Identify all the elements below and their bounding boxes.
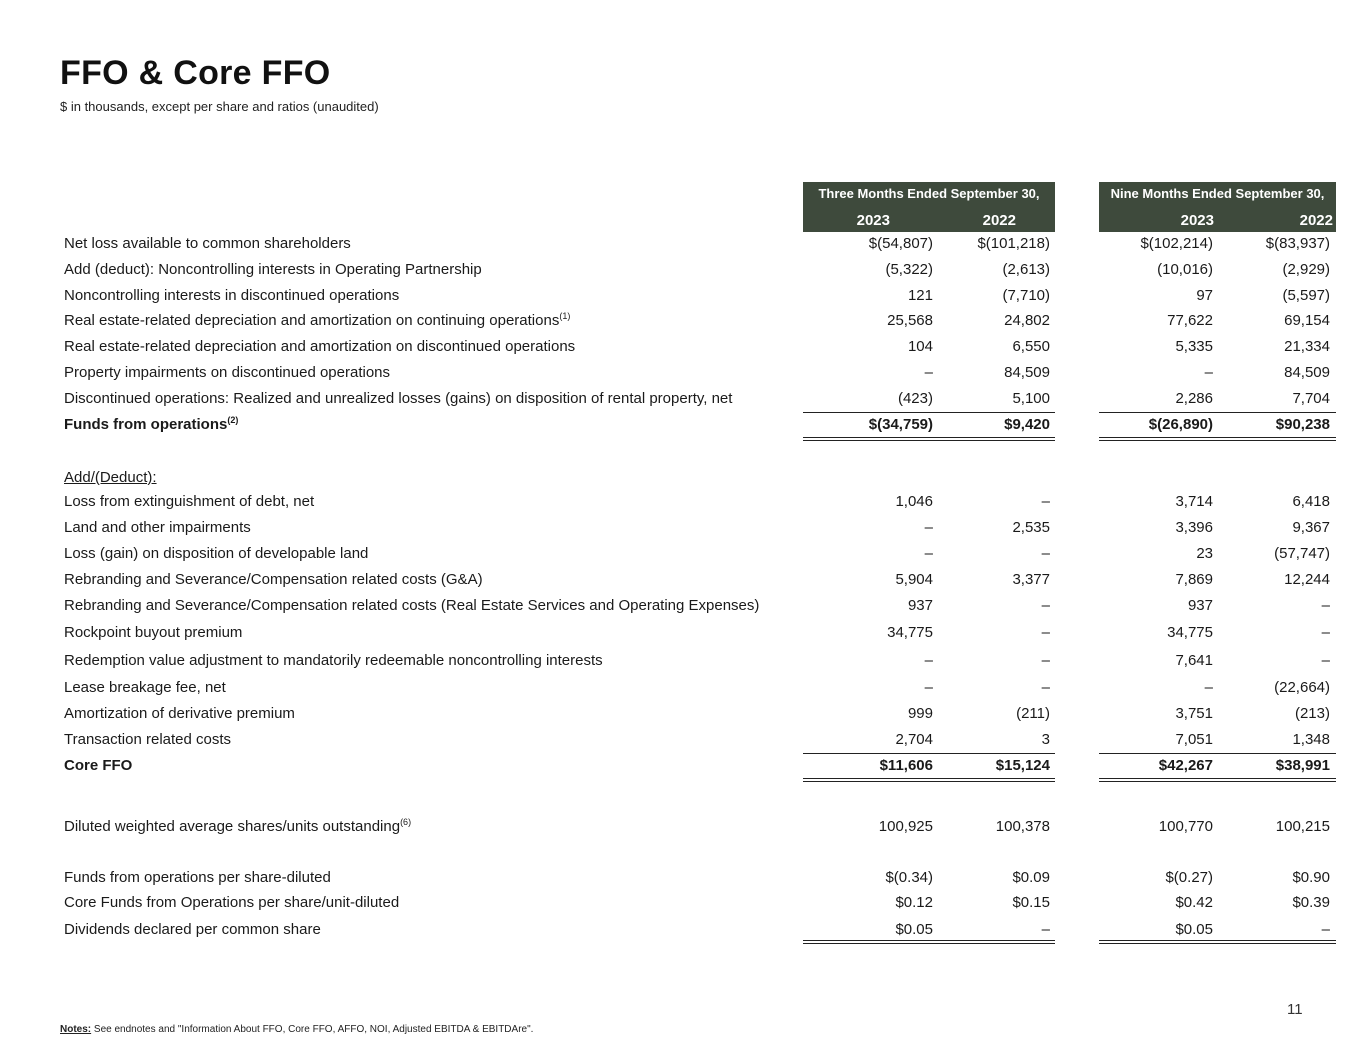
row-value: $0.05 [1175, 921, 1213, 938]
row-value: 77,622 [1167, 312, 1213, 329]
double-rule [1099, 778, 1336, 782]
row-label-text: Loss from extinguishment of debt, net [64, 493, 315, 510]
header-nine-months-year-2022: 2022 [1299, 212, 1333, 229]
row-value: 2,535 [1012, 519, 1050, 536]
header-three-months-year-2022: 2022 [982, 212, 1016, 229]
header-nine-months-label: Nine Months Ended September 30, [1110, 186, 1325, 201]
row-value: $(0.34) [885, 869, 933, 886]
row-value: – [924, 652, 933, 669]
header-three-months-year-2023: 2023 [856, 212, 890, 229]
row-value: $0.12 [895, 894, 933, 911]
row-value: (2,929) [1282, 261, 1330, 278]
row-value: 97 [1196, 287, 1213, 304]
row-value: – [1041, 921, 1050, 938]
row-value: 3,396 [1175, 519, 1213, 536]
footnote-ref: (6) [400, 817, 412, 827]
row-value: 937 [1187, 597, 1213, 614]
row-value: (211) [1016, 705, 1050, 722]
row-value: $11,606 [879, 757, 933, 774]
footnote-ref: (2) [227, 415, 239, 425]
row-label [64, 519, 251, 536]
table-row [0, 869, 1365, 895]
row-value: 3,714 [1175, 493, 1213, 510]
row-value: $0.42 [1175, 894, 1213, 911]
single-rule [1099, 753, 1336, 754]
row-label [64, 921, 321, 938]
row-value: $15,124 [995, 757, 1050, 774]
table-row [0, 261, 1365, 287]
row-label [64, 416, 238, 433]
row-value: 100,378 [995, 818, 1050, 835]
row-label-text: Noncontrolling interests in discontinued operations [64, 287, 400, 304]
row-value: $0.39 [1292, 894, 1330, 911]
single-rule [803, 412, 1055, 413]
row-value: $(0.27) [1165, 869, 1213, 886]
row-value: – [1041, 545, 1050, 562]
table-row [0, 312, 1365, 338]
table-row [0, 545, 1365, 571]
double-rule [1099, 940, 1336, 944]
row-label [64, 731, 231, 748]
row-value: $90,238 [1275, 416, 1330, 433]
row-value: 7,051 [1175, 731, 1213, 748]
row-label-text: Real estate-related depreciation and amortization on continuing operations [64, 312, 560, 329]
row-value: $0.09 [1012, 869, 1050, 886]
footnote [60, 1024, 533, 1035]
header-nine-months [1099, 182, 1336, 232]
row-value: 1,348 [1292, 731, 1330, 748]
row-value: 7,869 [1175, 571, 1213, 588]
row-label-text: Land and other impairments [64, 519, 251, 536]
row-value: (57,747) [1274, 545, 1330, 562]
row-label [64, 571, 483, 588]
single-rule [803, 753, 1055, 754]
row-value: 34,775 [1167, 624, 1213, 641]
notes-text: See endnotes and "Information About FFO, Core FFO, AFFO, NOI, Adjusted EBITDA & EBITDAre". [91, 1024, 534, 1035]
double-rule [803, 778, 1055, 782]
row-value: – [924, 519, 933, 536]
row-value: 1,046 [895, 493, 933, 510]
row-label-text: Dividends declared per common share [64, 921, 321, 938]
row-value: (2,613) [1002, 261, 1050, 278]
row-label [64, 469, 157, 486]
row-label-text: Rockpoint buyout premium [64, 624, 243, 641]
row-label-text: Rebranding and Severance/Compensation related costs (Real Estate Services and Operating Expenses) [64, 597, 760, 614]
row-value: – [924, 364, 933, 381]
row-value: (423) [897, 390, 933, 407]
table-row [0, 624, 1365, 650]
row-label [64, 679, 226, 696]
row-label [64, 624, 242, 641]
row-label-text: Funds from operations [64, 416, 228, 433]
header-three-months-label: Three Months Ended September 30, [818, 186, 1040, 201]
row-label [64, 338, 575, 355]
page-subtitle: $ in thousands, except per share and ratios (unaudited) [60, 99, 379, 114]
row-label-text: Add (deduct): Noncontrolling interests in Operating Partnership [64, 261, 482, 278]
row-label-text: Core Funds from Operations per share/unit-diluted [64, 894, 400, 911]
table-row [0, 818, 1365, 844]
row-value: 5,904 [895, 571, 933, 588]
row-label-text: Lease breakage fee, net [64, 679, 226, 696]
row-value: – [1041, 624, 1050, 641]
row-value: – [1321, 624, 1330, 641]
row-label [64, 705, 295, 722]
row-value: 2,704 [895, 731, 933, 748]
table-row [0, 287, 1365, 313]
row-label [64, 235, 351, 252]
row-value: 5,100 [1012, 390, 1050, 407]
row-value: 5,335 [1175, 338, 1213, 355]
row-value: 3 [1041, 731, 1050, 748]
table-row [0, 519, 1365, 545]
row-value: (22,664) [1274, 679, 1330, 696]
row-value: 3,377 [1012, 571, 1050, 588]
row-value: 999 [907, 705, 933, 722]
row-value: $(34,759) [868, 416, 933, 433]
table-row [0, 894, 1365, 920]
row-value: (7,710) [1002, 287, 1050, 304]
row-value: 84,509 [1004, 364, 1050, 381]
row-label-text: Diluted weighted average shares/units outstanding [64, 818, 401, 835]
row-value: – [1204, 679, 1213, 696]
row-value: 7,641 [1175, 652, 1213, 669]
row-label [64, 818, 411, 835]
row-value: $(26,890) [1148, 416, 1213, 433]
table-row [0, 571, 1365, 597]
row-value: 69,154 [1284, 312, 1330, 329]
row-label-text: Amortization of derivative premium [64, 705, 295, 722]
double-rule [803, 940, 1055, 944]
table-row [0, 338, 1365, 364]
row-value: 84,509 [1284, 364, 1330, 381]
row-value: – [1321, 652, 1330, 669]
row-label-text: Add/(Deduct): [64, 469, 157, 486]
row-value: 100,925 [878, 818, 933, 835]
row-value: 121 [907, 287, 933, 304]
row-value: $9,420 [1004, 416, 1050, 433]
row-label-text: Real estate-related depreciation and amortization on discontinued operations [64, 338, 576, 355]
row-value: 25,568 [887, 312, 933, 329]
row-label [64, 287, 399, 304]
row-label [64, 545, 368, 562]
row-value: 6,418 [1292, 493, 1330, 510]
row-value: 6,550 [1012, 338, 1050, 355]
row-label [64, 493, 314, 510]
table-row [0, 679, 1365, 705]
table-row [0, 597, 1365, 623]
table-row [0, 364, 1365, 390]
row-label [64, 261, 482, 278]
row-label-text: Core FFO [64, 757, 133, 774]
row-value: $42,267 [1158, 757, 1213, 774]
row-value: 3,751 [1175, 705, 1213, 722]
row-value: 12,244 [1284, 571, 1330, 588]
table-row [0, 493, 1365, 519]
page-number: 11 [1287, 1001, 1303, 1018]
row-value: – [924, 679, 933, 696]
row-value: – [1204, 364, 1213, 381]
row-value: 100,215 [1275, 818, 1330, 835]
row-label-text: Discontinued operations: Realized and unrealized losses (gains) on disposition of rental property, net [64, 390, 733, 407]
row-value: $0.90 [1292, 869, 1330, 886]
row-value: $(102,214) [1140, 235, 1213, 252]
row-label [64, 894, 399, 911]
header-nine-months-year-2023: 2023 [1180, 212, 1214, 229]
notes-label: Notes: [60, 1024, 92, 1035]
row-value: $(54,807) [868, 235, 933, 252]
table-row [0, 235, 1365, 261]
row-label-text: Net loss available to common shareholders [64, 235, 351, 252]
row-label-text: Loss (gain) on disposition of developable land [64, 545, 369, 562]
row-value: 7,704 [1292, 390, 1330, 407]
row-label [64, 652, 603, 669]
row-value: 2,286 [1175, 390, 1213, 407]
row-label-text: Transaction related costs [64, 731, 232, 748]
row-label [64, 869, 331, 886]
row-value: 24,802 [1004, 312, 1050, 329]
table-row [0, 705, 1365, 731]
row-value: – [1041, 652, 1050, 669]
row-value: – [1041, 679, 1050, 696]
double-rule [1099, 437, 1336, 441]
row-label-text: Property impairments on discontinued operations [64, 364, 391, 381]
row-value: 34,775 [887, 624, 933, 641]
row-value: – [1321, 921, 1330, 938]
footnote-ref: (1) [559, 311, 571, 321]
header-three-months [803, 182, 1055, 232]
row-value: (10,016) [1157, 261, 1213, 278]
row-label [64, 364, 390, 381]
row-label [64, 597, 759, 614]
page-title: FFO & Core FFO [60, 54, 331, 92]
double-rule [803, 437, 1055, 441]
row-value: (213) [1294, 705, 1330, 722]
row-value: $(83,937) [1265, 235, 1330, 252]
row-value: $38,991 [1275, 757, 1330, 774]
single-rule [1099, 412, 1336, 413]
row-label [64, 757, 132, 774]
row-value: 100,770 [1158, 818, 1213, 835]
row-value: – [1041, 597, 1050, 614]
row-value: – [1321, 597, 1330, 614]
row-label-text: Redemption value adjustment to mandatorily redeemable noncontrolling interests [64, 652, 603, 669]
row-value: (5,322) [885, 261, 933, 278]
row-label-text: Rebranding and Severance/Compensation related costs (G&A) [64, 571, 483, 588]
row-value: $0.15 [1012, 894, 1050, 911]
row-value: 104 [907, 338, 933, 355]
row-value: $(101,218) [977, 235, 1050, 252]
row-value: (5,597) [1282, 287, 1330, 304]
row-value: 937 [907, 597, 933, 614]
row-value: 23 [1196, 545, 1213, 562]
row-value: – [924, 545, 933, 562]
row-value: 9,367 [1292, 519, 1330, 536]
row-label-text: Funds from operations per share-diluted [64, 869, 331, 886]
table-row [0, 652, 1365, 678]
row-value: 21,334 [1284, 338, 1330, 355]
table-row [0, 469, 1365, 495]
row-label [64, 312, 570, 329]
row-value: – [1041, 493, 1050, 510]
row-value: $0.05 [895, 921, 933, 938]
row-label [64, 390, 732, 407]
